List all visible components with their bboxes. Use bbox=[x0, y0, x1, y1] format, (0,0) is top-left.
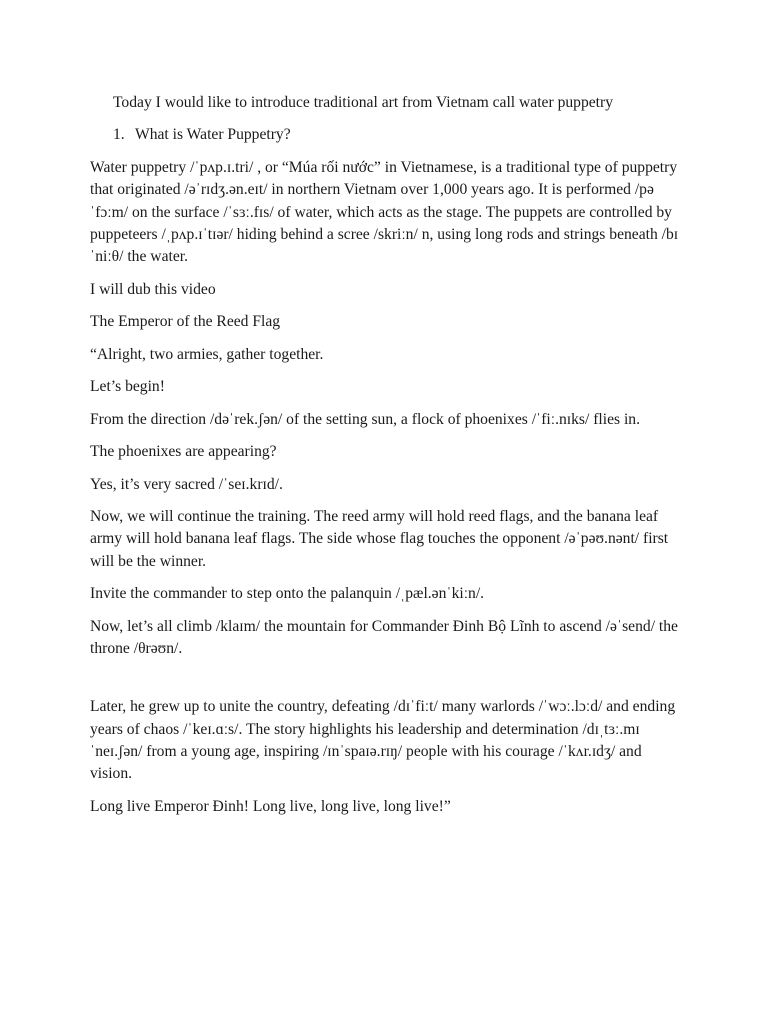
list-item-text: What is Water Puppetry? bbox=[135, 126, 291, 144]
paragraph-sacred: Yes, it’s very sacred /ˈseɪ.krɪd/. bbox=[90, 475, 283, 493]
list-number: 1. bbox=[113, 126, 125, 144]
paragraph-lets-begin: Let’s begin! bbox=[90, 378, 165, 396]
blank-line bbox=[90, 670, 686, 696]
paragraph-later-unite: Later, he grew up to unite the country, defeating /dɪˈfiːt/ many warlords /ˈwɔː.lɔːd/ and ending years of chaos /ˈkeɪ.ɑːs/. The story highlights his leadership and determination /dɪˌtɜː.mɪˈneɪ.ʃən/ from a young age, inspiring /ɪnˈspaɪə.rɪŋ/ people with his courage /ˈkʌr.ɪdʒ/ and vision. bbox=[90, 698, 676, 783]
intro-paragraph: Today I would like to introduce traditional art from Vietnam call water puppetry bbox=[113, 94, 613, 111]
paragraph-training: Now, we will continue the training. The reed army will hold reed flags, and the banana leaf army will hold banana leaf flags. The side whose flag touches the opponent /əˈpəʊ.nənt/ first will be the winner. bbox=[90, 508, 669, 570]
paragraph-dub-video: I will dub this video bbox=[90, 280, 216, 298]
paragraph-story-title: The Emperor of the Reed Flag bbox=[90, 313, 281, 331]
paragraph-climb-mountain: Now, let’s all climb /klaɪm/ the mountain for Commander Đinh Bộ Lĩnh to ascend /əˈsend/ the throne /θrəʊn/. bbox=[90, 617, 678, 657]
paragraph-what-is-water-puppetry: Water puppetry /ˈpʌp.ɪ.tri/ , or “Múa rối nước” in Vietnamese, is a traditional type of puppetry that originated /əˈrɪdʒ.ən.eɪt/ in northern Vietnam over 1,000 years ago. It is performed /pəˈfɔːm/ on the surface /ˈsɜː.fɪs/ of water, which acts as the stage. The puppets are controlled by puppeteers /ˌpʌp.ɪˈtɪər/ hiding behind a scree /skriːn/ n, using long rods and strings beneath /bɪˈniːθ/ the water. bbox=[90, 158, 679, 266]
list-item bbox=[90, 124, 686, 146]
paragraph-phoenixes-appearing: The phoenixes are appearing? bbox=[90, 443, 277, 461]
paragraph-gather-armies: “Alright, two armies, gather together. bbox=[90, 345, 324, 363]
paragraph-phoenixes-fly-in: From the direction /dəˈrek.ʃən/ of the setting sun, a flock of phoenixes /ˈfiː.nɪks/ flies in. bbox=[90, 410, 640, 428]
document-body bbox=[90, 92, 686, 828]
paragraph-long-live: Long live Emperor Đinh! Long live, long live, long live!” bbox=[90, 797, 451, 815]
paragraph-palanquin: Invite the commander to step onto the palanquin /ˌpæl.ənˈkiːn/. bbox=[90, 585, 485, 603]
